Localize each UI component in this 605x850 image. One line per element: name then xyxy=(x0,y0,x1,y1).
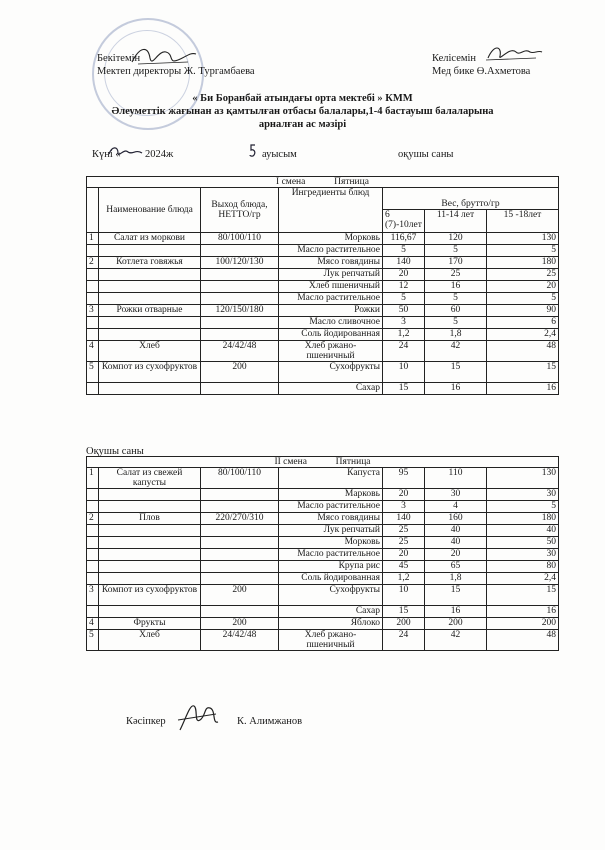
weight-age-1: 140 xyxy=(383,257,425,269)
weight-age-1: 15 xyxy=(383,606,425,618)
dish-name xyxy=(99,245,201,257)
entrepreneur-signature xyxy=(176,700,222,734)
weight-age-1: 24 xyxy=(383,341,425,362)
table-row xyxy=(87,561,559,573)
weight-age-1: 20 xyxy=(383,269,425,281)
row-number xyxy=(87,537,99,549)
weight-age-2: 120 xyxy=(425,233,487,245)
row-number xyxy=(87,561,99,573)
weight-age-1: 200 xyxy=(383,618,425,630)
weight-age-3: 130 xyxy=(487,233,559,245)
weight-age-3: 30 xyxy=(487,489,559,501)
row-number xyxy=(87,549,99,561)
weight-age-3: 16 xyxy=(487,606,559,618)
column-header-dish: Наименование блюда xyxy=(99,188,201,233)
weight-age-1: 25 xyxy=(383,525,425,537)
table-row xyxy=(87,269,559,281)
weight-age-2: 25 xyxy=(425,269,487,281)
ingredient-name: Хлеб ржано-пшеничный xyxy=(279,630,383,651)
dish-name: Компот из сухофруктов xyxy=(99,585,201,606)
weight-age-1: 116,67 xyxy=(383,233,425,245)
menu-table-shift-1 xyxy=(86,176,559,395)
dish-name xyxy=(99,561,201,573)
ingredient-name: Соль йодированная xyxy=(279,329,383,341)
dish-yield: 80/100/110 xyxy=(201,468,279,489)
ingredient-name: Сахар xyxy=(279,606,383,618)
dish-yield xyxy=(201,269,279,281)
dish-name: Плов xyxy=(99,513,201,525)
weight-age-3: 15 xyxy=(487,362,559,383)
dish-name: Фрукты xyxy=(99,618,201,630)
dish-yield xyxy=(201,281,279,293)
weight-age-2: 200 xyxy=(425,618,487,630)
ingredient-name: Хлеб ржано-пшеничный xyxy=(279,341,383,362)
table-row xyxy=(87,525,559,537)
dish-yield xyxy=(201,383,279,395)
dish-yield: 24/42/48 xyxy=(201,630,279,651)
dish-yield: 200 xyxy=(201,362,279,383)
ingredient-name: Масло растительное xyxy=(279,501,383,513)
weight-age-1: 10 xyxy=(383,362,425,383)
dish-yield xyxy=(201,561,279,573)
weight-age-3: 6 xyxy=(487,317,559,329)
ingredient-name: Сухофрукты xyxy=(279,585,383,606)
table-row xyxy=(87,257,559,269)
weight-age-1: 1,2 xyxy=(383,573,425,585)
weight-age-1: 24 xyxy=(383,630,425,651)
weight-age-2: 1,8 xyxy=(425,329,487,341)
weight-age-3: 2,4 xyxy=(487,329,559,341)
weight-age-3: 180 xyxy=(487,513,559,525)
agreed-label: Келісемін xyxy=(432,53,477,64)
ingredient-name: Рожки xyxy=(279,305,383,317)
weight-age-2: 16 xyxy=(425,281,487,293)
weight-age-2: 5 xyxy=(425,245,487,257)
weight-age-3: 5 xyxy=(487,245,559,257)
dish-name xyxy=(99,549,201,561)
table-row xyxy=(87,329,559,341)
dish-name xyxy=(99,383,201,395)
day-label: Күні « xyxy=(92,149,121,160)
ingredient-name: Мясо говядины xyxy=(279,257,383,269)
dish-name: Хлеб xyxy=(99,341,201,362)
row-number: 4 xyxy=(87,618,99,630)
row-number xyxy=(87,501,99,513)
weight-age-1: 12 xyxy=(383,281,425,293)
dish-name xyxy=(99,489,201,501)
student-count-label-2: Оқушы саны xyxy=(86,446,144,457)
weight-age-3: 180 xyxy=(487,257,559,269)
table-row xyxy=(87,293,559,305)
dish-yield xyxy=(201,573,279,585)
row-number: 1 xyxy=(87,468,99,489)
weight-age-2: 1,8 xyxy=(425,573,487,585)
ingredient-name: Лук репчатый xyxy=(279,525,383,537)
dish-yield: 80/100/110 xyxy=(201,233,279,245)
table-row xyxy=(87,501,559,513)
weight-age-2: 65 xyxy=(425,561,487,573)
dish-name: Компот из сухофруктов xyxy=(99,362,201,383)
weight-age-2: 40 xyxy=(425,525,487,537)
weight-age-2: 20 xyxy=(425,549,487,561)
row-number xyxy=(87,329,99,341)
dish-name xyxy=(99,317,201,329)
weight-age-1: 10 xyxy=(383,585,425,606)
dish-name: Хлеб xyxy=(99,630,201,651)
approved-label: Бекітемін xyxy=(97,53,141,64)
dish-name: Салат из свежей капусты xyxy=(99,468,201,489)
weight-age-1: 1,2 xyxy=(383,329,425,341)
table2-caption xyxy=(87,457,559,468)
table-row xyxy=(87,549,559,561)
dish-yield: 200 xyxy=(201,618,279,630)
dish-name: Салат из моркови xyxy=(99,233,201,245)
table2-day: Пятница xyxy=(335,457,371,467)
ingredient-name: Хлеб пшеничный xyxy=(279,281,383,293)
shift-number-handwriting xyxy=(248,143,258,159)
weight-age-2: 5 xyxy=(425,317,487,329)
dish-name: Рожки отварные xyxy=(99,305,201,317)
agreed-person: Мед бике Ө.Ахметова xyxy=(432,66,531,77)
weight-age-1: 3 xyxy=(383,317,425,329)
weight-age-2: 42 xyxy=(425,341,487,362)
table-row xyxy=(87,606,559,618)
row-number xyxy=(87,293,99,305)
weight-age-2: 16 xyxy=(425,383,487,395)
row-number: 5 xyxy=(87,630,99,651)
weight-age-3: 5 xyxy=(487,293,559,305)
row-number xyxy=(87,281,99,293)
table-row xyxy=(87,513,559,525)
table1-caption xyxy=(87,177,559,188)
dish-name: Котлета говяжья xyxy=(99,257,201,269)
weight-age-1: 5 xyxy=(383,245,425,257)
ingredient-name: Морковь xyxy=(279,233,383,245)
title-line-1: « Би Боранбай атындағы орта мектебі » КММ xyxy=(192,93,413,104)
title-line-2: Әлеуметтік жағынан аз қамтылған отбасы балалары,1-4 бастауыш балаларына xyxy=(111,106,494,117)
column-header-yield: Выход блюда, НЕТТО/гр xyxy=(201,188,279,233)
dish-name xyxy=(99,537,201,549)
dish-yield xyxy=(201,293,279,305)
weight-age-2: 30 xyxy=(425,489,487,501)
weight-age-3: 16 xyxy=(487,383,559,395)
weight-age-3: 130 xyxy=(487,468,559,489)
row-number xyxy=(87,269,99,281)
row-number: 1 xyxy=(87,233,99,245)
column-header-age-2: 11-14 лет xyxy=(425,210,487,233)
row-number: 3 xyxy=(87,305,99,317)
ingredient-name: Масло растительное xyxy=(279,293,383,305)
dish-yield xyxy=(201,549,279,561)
dish-yield: 120/150/180 xyxy=(201,305,279,317)
row-number: 5 xyxy=(87,362,99,383)
ingredient-name: Масло растительное xyxy=(279,245,383,257)
weight-age-2: 5 xyxy=(425,293,487,305)
weight-age-2: 110 xyxy=(425,468,487,489)
ingredient-name: Яблоко xyxy=(279,618,383,630)
dish-name xyxy=(99,329,201,341)
ingredient-name: Мясо говядины xyxy=(279,513,383,525)
ingredient-name: Соль йодированная xyxy=(279,573,383,585)
column-header-age-1: 6 (7)-10лет xyxy=(383,210,425,233)
weight-age-1: 95 xyxy=(383,468,425,489)
row-number xyxy=(87,525,99,537)
weight-age-3: 15 xyxy=(487,585,559,606)
table-row xyxy=(87,362,559,383)
ingredient-name: Марковь xyxy=(279,489,383,501)
dish-yield: 100/120/130 xyxy=(201,257,279,269)
row-number: 3 xyxy=(87,585,99,606)
ingredient-name: Сахар xyxy=(279,383,383,395)
entrepreneur-role: Кәсіпкер xyxy=(126,716,166,727)
table-row xyxy=(87,341,559,362)
weight-age-1: 45 xyxy=(383,561,425,573)
dish-yield xyxy=(201,329,279,341)
dish-yield xyxy=(201,606,279,618)
weight-age-3: 25 xyxy=(487,269,559,281)
ingredient-name: Масло растительное xyxy=(279,549,383,561)
row-number xyxy=(87,383,99,395)
dish-name xyxy=(99,269,201,281)
ingredient-name: Морковь xyxy=(279,537,383,549)
weight-age-2: 16 xyxy=(425,606,487,618)
director-signature xyxy=(128,42,198,70)
dish-yield xyxy=(201,525,279,537)
weight-age-2: 40 xyxy=(425,537,487,549)
table1-shift: I смена xyxy=(276,177,306,187)
year-label: 2024ж xyxy=(145,149,174,160)
row-number: 4 xyxy=(87,341,99,362)
weight-age-1: 5 xyxy=(383,293,425,305)
weight-age-2: 170 xyxy=(425,257,487,269)
row-number: 2 xyxy=(87,513,99,525)
table-row xyxy=(87,585,559,606)
dish-yield: 200 xyxy=(201,585,279,606)
entrepreneur-name: К. Алимжанов xyxy=(237,716,303,727)
dish-name xyxy=(99,606,201,618)
row-number xyxy=(87,606,99,618)
ingredient-name: Крупа рис xyxy=(279,561,383,573)
dish-name xyxy=(99,281,201,293)
table-row xyxy=(87,537,559,549)
table-row xyxy=(87,281,559,293)
dish-yield xyxy=(201,501,279,513)
student-count-label: оқушы саны xyxy=(398,149,454,160)
weight-age-1: 25 xyxy=(383,537,425,549)
row-number xyxy=(87,573,99,585)
table-row xyxy=(87,630,559,651)
weight-age-2: 42 xyxy=(425,630,487,651)
row-number xyxy=(87,489,99,501)
date-handwriting xyxy=(106,144,146,160)
weight-age-1: 20 xyxy=(383,549,425,561)
weight-age-3: 2,4 xyxy=(487,573,559,585)
row-number xyxy=(87,317,99,329)
weight-age-2: 15 xyxy=(425,362,487,383)
weight-age-3: 20 xyxy=(487,281,559,293)
weight-age-2: 4 xyxy=(425,501,487,513)
dish-name xyxy=(99,573,201,585)
menu-table-shift-2 xyxy=(86,456,559,651)
dish-yield: 24/42/48 xyxy=(201,341,279,362)
row-number: 2 xyxy=(87,257,99,269)
dish-name xyxy=(99,525,201,537)
table-row xyxy=(87,618,559,630)
dish-name xyxy=(99,501,201,513)
title-line-3: арналған ас мәзірі xyxy=(258,119,347,130)
shift-label: ауысым xyxy=(262,149,297,160)
weight-age-3: 200 xyxy=(487,618,559,630)
weight-age-3: 50 xyxy=(487,537,559,549)
weight-age-3: 40 xyxy=(487,525,559,537)
dish-yield xyxy=(201,489,279,501)
weight-age-2: 160 xyxy=(425,513,487,525)
dish-name xyxy=(99,293,201,305)
weight-age-1: 15 xyxy=(383,383,425,395)
table-row xyxy=(87,468,559,489)
weight-age-3: 90 xyxy=(487,305,559,317)
weight-age-1: 20 xyxy=(383,489,425,501)
weight-age-3: 48 xyxy=(487,341,559,362)
row-number xyxy=(87,245,99,257)
weight-age-1: 140 xyxy=(383,513,425,525)
table-row xyxy=(87,305,559,317)
ingredient-name: Капуста xyxy=(279,468,383,489)
ingredient-name: Масло сливочное xyxy=(279,317,383,329)
table-row xyxy=(87,317,559,329)
weight-age-1: 50 xyxy=(383,305,425,317)
table-row xyxy=(87,489,559,501)
dish-yield: 220/270/310 xyxy=(201,513,279,525)
column-header-weight: Вес, брутто/гр xyxy=(383,188,559,210)
weight-age-3: 5 xyxy=(487,501,559,513)
dish-yield xyxy=(201,317,279,329)
weight-age-2: 60 xyxy=(425,305,487,317)
column-header-age-3: 15 -18лет xyxy=(487,210,559,233)
table-row xyxy=(87,573,559,585)
ingredient-name: Лук репчатый xyxy=(279,269,383,281)
weight-age-3: 48 xyxy=(487,630,559,651)
weight-age-1: 3 xyxy=(383,501,425,513)
column-header-ingredients: Ингредиенты блюд xyxy=(279,188,383,233)
dish-yield xyxy=(201,245,279,257)
table1-day: Пятница xyxy=(334,177,369,187)
table-row xyxy=(87,233,559,245)
nurse-signature xyxy=(484,40,544,66)
ingredient-name: Сухофрукты xyxy=(279,362,383,383)
dish-yield xyxy=(201,537,279,549)
table-row xyxy=(87,383,559,395)
weight-age-3: 80 xyxy=(487,561,559,573)
table2-shift: II смена xyxy=(274,457,307,467)
weight-age-2: 15 xyxy=(425,585,487,606)
weight-age-3: 30 xyxy=(487,549,559,561)
approved-person: Мектеп директоры Ж. Тургамбаева xyxy=(97,66,255,77)
table-row xyxy=(87,245,559,257)
